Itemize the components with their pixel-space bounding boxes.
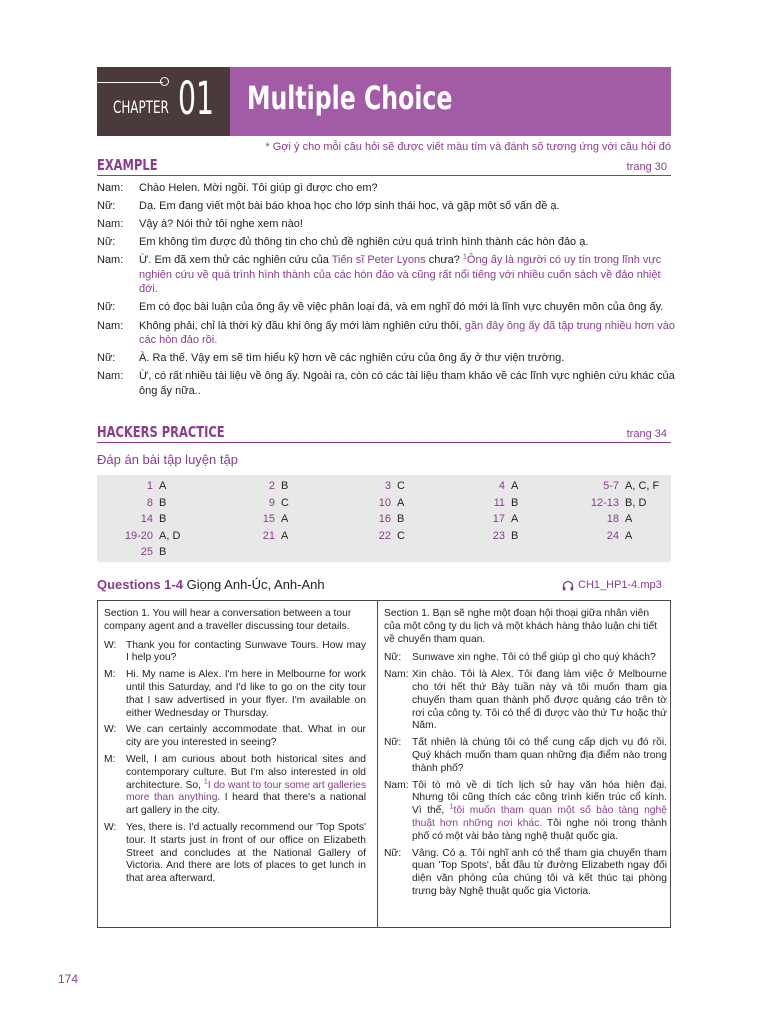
answer-item xyxy=(455,479,518,493)
text-segment: Vâng. Có ạ. Tôi nghĩ anh có thể tham gia chuyến tham quan 'Top Spots', bắt đầu từ đường Elizabeth ngay đối diện văn phòng của chúng tôi và kết thúc tại phòng trưng bày Nghệ thuật quốc gia Victoria. xyxy=(412,847,667,897)
speaker-label: Nam: xyxy=(97,254,124,267)
speaker-label: Nữ: xyxy=(97,301,116,314)
banner-decor-line xyxy=(97,82,163,83)
text-segment: Yes, there is. I'd actually recommend our 'Top Spots' tour. It starts just in front of our office on Elizabeth Street and concludes at the National Gallery of Victoria. And there are lots of places to get lunch in that area afterward. xyxy=(126,821,366,885)
text-segment: Em không tìm được đủ thông tin cho chủ đề nghiên cứu quá trình hình thành các hòn đảo ạ. xyxy=(139,236,589,249)
dialogue-line xyxy=(104,640,366,666)
answer-number: 11 xyxy=(493,496,505,509)
answer-item xyxy=(571,512,632,526)
answer-number: 19-20 xyxy=(124,529,153,542)
answer-number: 22 xyxy=(378,529,391,542)
banner-decor-dot xyxy=(160,77,169,86)
answer-number: 2 xyxy=(268,480,275,492)
dialogue-line xyxy=(97,253,675,297)
table-divider xyxy=(377,601,378,927)
speaker-label: Nam: xyxy=(97,319,124,332)
line-text xyxy=(412,669,667,733)
answer-value: A, D xyxy=(159,529,181,542)
line-text xyxy=(139,217,675,232)
answer-item xyxy=(109,512,166,526)
text-segment: chưa? xyxy=(425,254,463,267)
line-text xyxy=(126,754,366,818)
line-text xyxy=(126,640,366,666)
questions-range: Questions 1-4 xyxy=(97,577,183,592)
speaker-label: Nam: xyxy=(97,182,124,194)
dialogue-line xyxy=(104,754,366,818)
answer-value: B xyxy=(511,529,519,542)
highlighted-hint: Ông ấy là người có uy tín trong lĩnh vực nghiên cứu về quá trình hình thành của các hòn đảo và cũng rất nổi tiếng với nhiều cuốn sách về đảo nhiệt đới. xyxy=(139,254,662,296)
answer-value: A xyxy=(159,480,167,492)
answer-value: B, D xyxy=(625,496,647,509)
text-segment: Không phải, chỉ là thời kỳ đầu khi ông ấy mới làm nghiên cứu thôi, xyxy=(139,319,465,332)
speaker-label: Nữ: xyxy=(384,652,402,664)
speaker-label: M: xyxy=(104,753,116,765)
dialogue-line xyxy=(97,300,675,315)
text-segment: Ừ. Em đã xem thử các nghiên cứu của xyxy=(139,254,332,267)
text-segment: Dạ. Em đang viết một bài báo khoa học cho lớp sinh thái học, và gặp một số vấn đề ạ. xyxy=(139,200,560,213)
answer-number: 16 xyxy=(378,513,391,525)
practice-page-ref: trang 34 xyxy=(626,428,667,440)
text-segment: Em có đọc bài luận của ông ấy về việc phân loại đá, và em nghĩ đó mới là lĩnh vực chuyên môn của ông ấy. xyxy=(139,301,664,314)
text-segment: Thank you for contacting Sunwave Tours. How may I help you? xyxy=(126,639,366,664)
speaker-label: W: xyxy=(104,821,117,833)
answer-value: A xyxy=(625,529,633,542)
highlighted-hint: 1 xyxy=(449,803,454,811)
dialogue-line xyxy=(384,737,667,775)
dialogue-line xyxy=(104,724,366,750)
dialogue-line xyxy=(97,199,675,214)
answer-item xyxy=(225,479,288,493)
dialogue-line xyxy=(97,217,675,232)
highlighted-hint: Tiến sĩ Peter Lyons xyxy=(331,254,426,267)
answer-item xyxy=(109,545,166,559)
line-text xyxy=(139,300,675,315)
answer-value: B xyxy=(159,496,167,509)
example-label: EXAMPLE xyxy=(97,156,158,174)
answer-value: A xyxy=(281,529,289,542)
answer-number: 8 xyxy=(146,496,153,509)
highlighted-hint: 1 xyxy=(462,253,467,261)
answer-item xyxy=(455,512,518,526)
audio-file[interactable] xyxy=(562,579,662,591)
line-text xyxy=(412,780,667,844)
transcript-intro-english: Section 1. You will hear a conversation between a tour company agent and a traveller discussing tour details. xyxy=(104,608,352,632)
questions-accent: Giọng Anh-Úc, Anh-Anh xyxy=(186,577,325,592)
practice-label: HACKERS PRACTICE xyxy=(97,423,225,441)
speaker-label: Nữ: xyxy=(97,200,116,213)
answer-value: A xyxy=(397,496,405,509)
dialogue-line xyxy=(97,351,675,366)
text-segment: Tôi tò mò về di tích lịch sử hay văn hóa hiện đại. Nhưng tôi cũng thích các công trình kiến trúc cổ kính. Vì thế, xyxy=(412,779,667,817)
questions-title xyxy=(97,577,325,592)
answer-value: A xyxy=(511,480,519,492)
highlighted-hint: gần đây ông ấy đã tập trung nhiều hơn vào các hòn đảo rồi. xyxy=(139,319,675,347)
line-text xyxy=(126,822,366,886)
example-page-ref: trang 30 xyxy=(626,161,667,173)
example-header xyxy=(97,156,671,176)
line-text xyxy=(139,181,675,196)
speaker-label: Nữ: xyxy=(97,352,116,365)
highlighted-hint: tôi muốn tham quan một số bảo tàng nghệ thuật hơn những nơi khác. xyxy=(412,805,667,829)
text-segment: . I heard that there's a national art gallery in the city. xyxy=(126,792,366,817)
text-segment: Chào Helen. Mời ngồi. Tôi giúp gì được cho em? xyxy=(139,182,378,194)
answer-value: A xyxy=(281,513,289,525)
transcript-intro-vietnamese: Section 1. Bạn sẽ nghe một đoạn hội thoại giữa nhân viên của một công ty du lịch và một khách hàng thảo luận chi tiết về chuyến tham quan. xyxy=(384,608,658,645)
line-text xyxy=(139,351,675,366)
transcript-english xyxy=(104,608,366,890)
highlighted-hint: I do want to tour some art galleries more than anything xyxy=(126,779,366,804)
line-text xyxy=(412,737,667,775)
text-segment: Sunwave xin nghe. Tôi có thể giúp gì cho quý khách? xyxy=(412,652,656,664)
answer-item xyxy=(571,496,646,510)
speaker-label: Nam: xyxy=(97,218,124,231)
answer-number: 15 xyxy=(262,513,275,525)
answer-item xyxy=(339,479,405,493)
line-text xyxy=(139,235,675,250)
answer-number: 24 xyxy=(606,529,619,542)
dialogue-line xyxy=(97,319,675,348)
answer-number: 12-13 xyxy=(590,496,619,509)
dialogue-line xyxy=(384,780,667,844)
page-number: 174 xyxy=(58,972,79,986)
answer-item xyxy=(455,496,518,510)
line-text xyxy=(139,199,675,214)
answer-item xyxy=(109,479,166,493)
practice-header xyxy=(97,423,671,443)
line-text xyxy=(412,652,667,665)
answer-number: 14 xyxy=(140,513,153,525)
answer-number: 21 xyxy=(262,529,275,542)
answer-number: 17 xyxy=(492,513,505,525)
answer-key xyxy=(97,475,671,562)
speaker-label: Nam: xyxy=(97,370,124,383)
answer-title: Đáp án bài tập luyện tập xyxy=(97,452,238,467)
answer-value: C xyxy=(397,529,405,542)
dialogue-line xyxy=(384,652,667,665)
text-segment: Ừ, có rất nhiều tài liệu về ông ấy. Ngoài ra, còn có các tài liệu tham khảo về các lĩnh vực nghiên cứu khác của ông ấy nữa.. xyxy=(139,370,675,397)
answer-number: 5-7 xyxy=(603,480,619,492)
answer-item xyxy=(109,529,180,543)
speaker-label: W: xyxy=(104,724,117,736)
answer-value: B xyxy=(397,513,405,525)
line-text xyxy=(139,319,675,348)
speaker-label: M: xyxy=(104,669,116,681)
text-segment: Hi. My name is Alex. I'm here in Melbourne for work until this Saturday, and I'd like to go on the city tour that I saw advertised in your flyer. I'm available on either Wednesday or Thursday. xyxy=(126,669,366,719)
answer-item xyxy=(109,496,166,510)
text-segment: Tất nhiên là chúng tôi có thể cung cấp dịch vụ đó rồi. Quý khách muốn tham quan những địa điểm nào trong thành phố? xyxy=(412,737,667,774)
dialogue-line xyxy=(97,369,675,398)
speaker-label: Nữ: xyxy=(384,737,402,749)
example-dialogue xyxy=(97,181,675,402)
transcript-vietnamese xyxy=(384,608,667,903)
headphones-icon xyxy=(562,580,574,591)
line-text xyxy=(126,724,366,750)
answer-number: 23 xyxy=(492,529,505,542)
line-text xyxy=(126,669,366,720)
text-segment: Well, I am curious about both historical sites and contemporary culture. But I'm also interested in old architecture. So, xyxy=(126,753,366,791)
answer-value: A xyxy=(625,513,633,525)
answer-item xyxy=(225,496,289,510)
answer-number: 4 xyxy=(498,480,505,492)
answer-number: 10 xyxy=(378,496,391,509)
dialogue-line xyxy=(104,669,366,720)
answer-value: B xyxy=(159,546,167,558)
answer-number: 9 xyxy=(268,496,275,509)
dialogue-line xyxy=(104,822,366,886)
answer-number: 18 xyxy=(606,513,619,525)
answer-value: C xyxy=(397,480,405,492)
line-text xyxy=(139,369,675,398)
text-segment: À. Ra thế. Vậy em sẽ tìm hiểu kỹ hơn về các nghiên cứu của ông ấy ở thư viện trường. xyxy=(139,352,565,365)
chapter-word: CHAPTER xyxy=(113,98,169,118)
answer-number: 3 xyxy=(384,480,391,492)
speaker-label: Nữ: xyxy=(97,236,116,249)
answer-item xyxy=(571,529,632,543)
line-text xyxy=(139,253,675,297)
speaker-label: Nam: xyxy=(384,779,409,791)
transcript-table xyxy=(97,600,671,928)
text-segment: Tôi nghe nói trong thành phố có một vài bảo tàng nghệ thuật quốc gia. xyxy=(412,817,667,842)
answer-value: C xyxy=(281,496,289,509)
answer-item xyxy=(339,512,404,526)
answer-item xyxy=(225,529,288,543)
answer-item xyxy=(455,529,518,543)
dialogue-line xyxy=(97,181,675,196)
speaker-label: Nữ: xyxy=(384,847,402,859)
answer-value: A xyxy=(511,513,519,525)
answer-value: B xyxy=(159,513,167,525)
answer-value: A, C, F xyxy=(625,480,660,492)
highlighted-hint: 1 xyxy=(203,778,208,786)
answer-number: 25 xyxy=(140,546,153,558)
dialogue-line xyxy=(384,848,667,899)
text-segment: Vậy à? Nói thử tôi nghe xem nào! xyxy=(139,218,303,231)
speaker-label: Nam: xyxy=(384,669,409,681)
answer-value: B xyxy=(281,480,289,492)
answer-item xyxy=(225,512,288,526)
chapter-title: Multiple Choice xyxy=(247,79,453,117)
dialogue-line xyxy=(384,669,667,733)
answer-value: B xyxy=(511,496,519,509)
dialogue-line xyxy=(97,235,675,250)
text-segment: We can certainly accommodate that. What in our city are you interested in seeing? xyxy=(126,724,366,749)
answer-number: 1 xyxy=(146,480,153,492)
hint-note: * Gợi ý cho mỗi câu hỏi sẽ được viết màu tím và đánh số tương ứng với câu hỏi đó xyxy=(265,141,671,153)
audio-file-name: CH1_HP1-4.mp3 xyxy=(578,579,662,591)
chapter-number: 01 xyxy=(178,72,215,125)
answer-item xyxy=(571,479,659,493)
speaker-label: W: xyxy=(104,639,117,651)
text-segment: Xin chào. Tôi là Alex. Tôi đang làm việc ở Melbourne cho tới hết thứ Bảy tuần này và tôi muốn tham gia chuyến tham quan thành phố được quảng cáo trên tờ rơi của công ty. Tôi có thể đi được vào thứ Tư hoặc thứ Năm. xyxy=(412,669,667,732)
answer-item xyxy=(339,496,404,510)
answer-item xyxy=(339,529,405,543)
line-text xyxy=(412,848,667,899)
